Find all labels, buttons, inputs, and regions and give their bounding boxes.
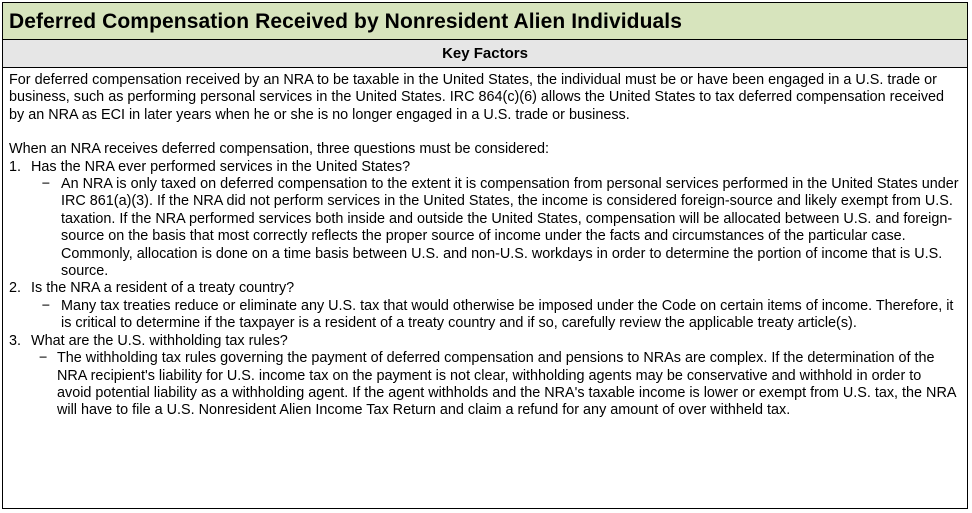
key-factors-heading: Key Factors <box>3 40 967 68</box>
dash-bullet: − <box>39 350 48 367</box>
dash-bullet: − <box>41 176 51 193</box>
question-text: Has the NRA ever performed services in the United States? <box>31 158 411 175</box>
question-number: 2. <box>9 280 22 297</box>
document-table <box>2 2 968 509</box>
answer-item <box>9 176 959 280</box>
document-title: Deferred Compensation Received by Nonresident Alien Individuals <box>3 3 967 40</box>
question-number: 1. <box>9 158 22 175</box>
question-item <box>9 333 959 350</box>
dash-bullet: − <box>41 297 51 314</box>
question-item <box>9 280 959 297</box>
questions-intro: When an NRA receives deferred compensation, three questions must be considered: <box>9 141 549 158</box>
answer-item <box>9 298 959 333</box>
content-body <box>3 68 967 420</box>
question-text: What are the U.S. withholding tax rules? <box>31 332 288 349</box>
answer-text: Many tax treaties reduce or eliminate any U.S. tax that would otherwise be imposed under the Code on certain items of income. Therefore, it is critical to determine if the taxpayer is a resident of a treaty country and if so, carefully review the applicable treaty article(s). <box>61 297 954 332</box>
answer-text: An NRA is only taxed on deferred compensation to the extent it is compensation from personal services performed in the United States under IRC 861(a)(3). If the NRA did not perform services in the United States, the income is considered foreign-source and likely exempt from U.S. taxation. If the NRA performed services both inside and outside the United States, compensation will be allocated between U.S. and foreign-source on the basis that most correctly reflects the proper source of income under the facts and circumstances of the particular case. Commonly, allocation is done on a time basis between U.S. and non-U.S. workdays in order to determine the portion of income that is U.S. source. <box>61 176 959 280</box>
answer-item <box>9 350 959 420</box>
question-text: Is the NRA a resident of a treaty country? <box>31 280 295 297</box>
intro-paragraph: For deferred compensation received by an NRA to be taxable in the United States, the individual must be or have been engaged in a U.S. trade or business, such as performing personal services in the United States. IRC 864(c)(6) allows the United States to tax deferred compensation received by an NRA as ECI in later years when he or she is no longer engaged in a U.S. trade or business. <box>9 72 945 123</box>
paragraph-spacer <box>9 124 959 141</box>
question-item <box>9 159 959 176</box>
question-number: 3. <box>9 332 22 349</box>
answer-text: The withholding tax rules governing the payment of deferred compensation and pensions to NRAs are complex. If the determination of the NRA recipient's liability for U.S. income tax on the payment is not clear, withholding agents may be conservative and withhold in order to avoid potential liability as a withholding agent. If the agent withholds and the NRA's taxable income is lower or exempt from U.S. tax, the NRA will have to file a U.S. Nonresident Alien Income Tax Return and claim a refund for any amount of over withheld tax. <box>57 350 956 419</box>
